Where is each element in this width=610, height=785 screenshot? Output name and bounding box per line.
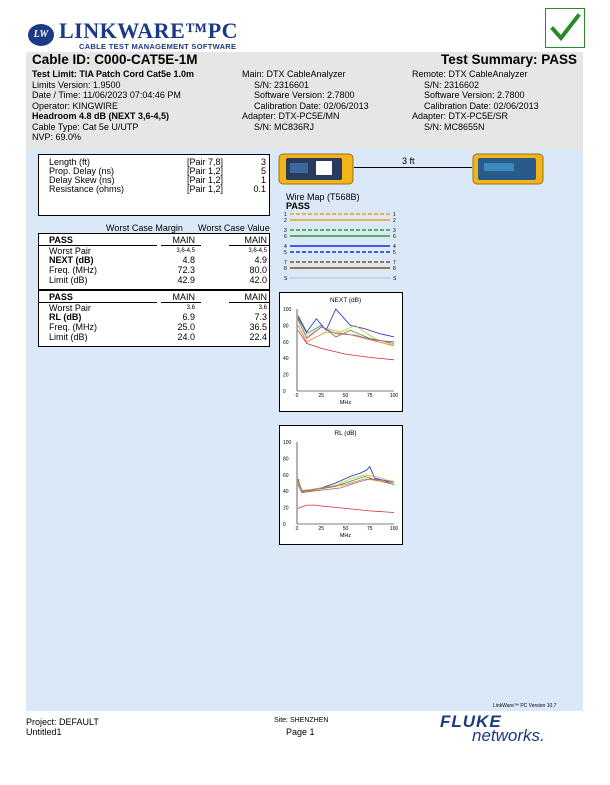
wire-map-status: PASS (286, 201, 310, 211)
wire-pin-left: 6 (284, 234, 287, 240)
wire-map-pair-5 (284, 250, 396, 256)
next-f2: 80.0 (249, 265, 267, 275)
wire-pin-left: 1 (284, 212, 287, 218)
wire-map-pair-3 (284, 228, 396, 234)
y-tick-label: 80 (283, 323, 289, 330)
wire-map-pair-2 (284, 218, 396, 224)
rl-f1: 25.0 (177, 322, 195, 332)
x-tick-label: 25 (318, 393, 325, 399)
measure-value: 0.1 (253, 184, 266, 194)
x-tick-label: 0 (295, 526, 299, 532)
headroom: Headroom 4.8 dB (NEXT 3,6-4,5) (32, 111, 170, 121)
y-tick-label: 40 (283, 489, 289, 496)
series-line-0 (298, 505, 394, 512)
wire-pin-left: 8 (284, 266, 287, 272)
y-tick-label: 20 (283, 505, 289, 512)
remote-sn: S/N: 2316602 (424, 79, 480, 90)
next-wp1: 3,6-4,5 (176, 248, 195, 254)
next-freq-label: Freq. (MHz) (49, 265, 97, 275)
measure-label: Length (ft) (49, 157, 91, 167)
x-tick-label: 50 (342, 393, 349, 399)
rl-m2: 7.3 (254, 312, 267, 322)
nvp: NVP: 69.0% (32, 132, 82, 142)
wire-pin-right: 2 (393, 218, 396, 224)
y-tick-label: 60 (283, 339, 289, 346)
cable-type: Cable Type: Cat 5e U/UTP (32, 121, 139, 132)
rl-m1: 6.9 (182, 312, 195, 322)
remote-calibration: Calibration Date: 02/06/2013 (424, 100, 539, 111)
wire-map-title: Wire Map (T568B) (286, 192, 360, 202)
next-m2: 4.9 (254, 255, 267, 265)
wire-map-svg (284, 211, 400, 291)
rl-worst-pair-label: Worst Pair (49, 303, 91, 313)
wire-pin-left: 4 (284, 244, 287, 250)
rl-wp2: 3,6 (258, 305, 267, 311)
main-adapter: Adapter: DTX-PC5E/MN (242, 111, 340, 121)
date-time: Date / Time: 11/06/2023 07:04:46 PM (32, 90, 181, 100)
series-line-5 (298, 325, 394, 346)
measure-label: Resistance (ohms) (49, 184, 125, 194)
measure-value: 1 (260, 175, 266, 185)
software-version: LinkWare™ PC Version 10.7 (493, 703, 557, 709)
next-limit-label: Limit (dB) (49, 275, 88, 285)
rl-chart-svg (280, 426, 402, 544)
wire-pin-left: S (284, 276, 288, 282)
logo-title: LINKWARE™PC (59, 18, 239, 43)
x-tick-label: 25 (318, 526, 325, 532)
wire-map-pair-S (284, 276, 397, 282)
results-area (26, 149, 583, 711)
next-col2: MAIN (244, 235, 267, 245)
wire-pin-right: 8 (393, 266, 396, 272)
x-tick-label: 100 (389, 526, 399, 532)
remote-unit: Remote: DTX CableAnalyzer (412, 69, 528, 79)
fluke-brand: FLUKE (440, 712, 502, 731)
limits-version: Limits Version: 1.9500 (32, 79, 121, 90)
test-summary: Test Summary: PASS (440, 52, 577, 67)
wire-map-pair-4 (284, 244, 396, 250)
series-line-1 (298, 467, 394, 492)
remote-adapter-sn: S/N: MC8655N (424, 121, 485, 132)
next-metric-label: NEXT (dB) (49, 255, 94, 265)
x-tick-label: 0 (295, 393, 299, 399)
project-name: Project: DEFAULT (26, 717, 99, 727)
main-unit: Main: DTX CableAnalyzer (242, 69, 346, 79)
remote-tester-icon (472, 153, 544, 185)
wire-pin-right: S (393, 276, 397, 282)
measure-pair: [Pair 1,2] (187, 184, 224, 194)
wire-pin-right: 4 (393, 244, 396, 250)
x-axis-label: MHz (339, 533, 352, 539)
rl-l2: 22.4 (249, 332, 267, 342)
next-status: PASS (49, 235, 73, 245)
measure-pair: [Pair 7,8] (187, 157, 224, 167)
wire-pin-left: 3 (284, 228, 287, 234)
x-tick-label: 75 (366, 393, 373, 399)
x-tick-label: 75 (366, 526, 373, 532)
rl-col1: MAIN (172, 292, 195, 302)
cable-id: Cable ID: C000-CAT5E-1M (32, 52, 198, 67)
wire-pin-right: 6 (393, 234, 396, 240)
main-tester-icon (278, 153, 354, 185)
logo-badge: LW (28, 24, 54, 46)
site-name: Site: SHENZHEN (274, 717, 329, 724)
chart-title: NEXT (dB) (329, 297, 362, 304)
next-worst-case-table (38, 233, 270, 290)
worst-value-header: Worst Case Value (198, 223, 270, 233)
pass-check-icon (545, 8, 585, 48)
y-tick-label: 0 (283, 389, 286, 395)
next-f1: 72.3 (177, 265, 195, 275)
chart-title: RL (dB) (334, 430, 357, 437)
x-axis-label: MHz (339, 400, 352, 406)
y-tick-label: 80 (283, 456, 289, 463)
y-tick-label: 20 (283, 372, 289, 379)
remote-software: Software Version: 2.7800 (424, 90, 525, 100)
x-tick-label: 50 (342, 526, 349, 532)
rl-status: PASS (49, 292, 73, 302)
next-l1: 42.9 (177, 275, 195, 285)
wire-pin-right: 3 (393, 228, 396, 234)
wire-pin-right: 5 (393, 250, 396, 256)
y-tick-label: 100 (283, 440, 292, 446)
next-m1: 4.8 (182, 255, 195, 265)
link-cable-line (354, 167, 472, 168)
wire-map (284, 211, 400, 291)
page-number: Page 1 (286, 727, 315, 737)
measure-value: 3 (260, 157, 266, 167)
rl-limit-label: Limit (dB) (49, 332, 88, 342)
wire-pin-left: 7 (284, 260, 287, 266)
x-tick-label: 100 (389, 393, 399, 399)
next-wp2: 3,6-4,5 (248, 248, 267, 254)
wire-map-pair-1 (284, 212, 396, 218)
operator: Operator: KINGWIRE (32, 100, 119, 111)
linkware-logo (24, 8, 264, 52)
rl-l1: 24.0 (177, 332, 195, 342)
link-length: 3 ft (402, 156, 415, 166)
wire-pin-left: 5 (284, 250, 287, 256)
rl-col2: MAIN (244, 292, 267, 302)
main-calibration: Calibration Date: 02/06/2013 (254, 100, 369, 111)
main-sn: S/N: 2316601 (254, 79, 310, 90)
rl-freq-label: Freq. (MHz) (49, 322, 97, 332)
worst-margin-header: Worst Case Margin (106, 223, 183, 233)
measure-pair: [Pair 1,2] (187, 166, 224, 176)
rl-worst-case-table (38, 290, 270, 347)
wire-pin-right: 7 (393, 260, 396, 266)
rl-chart (279, 425, 403, 545)
fluke-networks-logo (432, 710, 572, 754)
measure-label: Prop. Delay (ns) (49, 166, 115, 176)
wire-pin-left: 2 (284, 218, 287, 224)
rl-wp1: 3,6 (186, 305, 195, 311)
next-col1: MAIN (172, 235, 195, 245)
report-header (26, 52, 583, 149)
main-software: Software Version: 2.7800 (254, 90, 355, 100)
y-tick-label: 100 (283, 307, 292, 313)
y-tick-label: 60 (283, 472, 289, 479)
next-worst-pair-label: Worst Pair (49, 246, 91, 256)
next-chart-svg (280, 293, 402, 411)
measurements-box (38, 154, 270, 216)
measure-label: Delay Skew (ns) (49, 175, 115, 185)
measure-value: 5 (260, 166, 266, 176)
main-adapter-sn: S/N: MC836RJ (254, 121, 315, 132)
wire-pin-right: 1 (393, 212, 396, 218)
file-name: Untitled1 (26, 727, 62, 737)
wire-map-pair-7 (284, 260, 396, 266)
y-tick-label: 0 (283, 522, 286, 528)
logo-subtitle: CABLE TEST MANAGEMENT SOFTWARE (79, 42, 237, 51)
wire-map-pair-6 (284, 234, 396, 240)
rl-metric-label: RL (dB) (49, 312, 82, 322)
networks-brand: networks. (472, 726, 545, 745)
remote-adapter: Adapter: DTX-PC5E/SR (412, 111, 509, 121)
measure-pair: [Pair 1,2] (187, 175, 224, 185)
next-l2: 42.0 (249, 275, 267, 285)
test-limit: Test Limit: TIA Patch Cord Cat5e 1.0m (32, 69, 195, 79)
rl-f2: 36.5 (249, 322, 267, 332)
next-chart (279, 292, 403, 412)
wire-map-pair-8 (284, 266, 396, 272)
y-tick-label: 40 (283, 356, 289, 363)
